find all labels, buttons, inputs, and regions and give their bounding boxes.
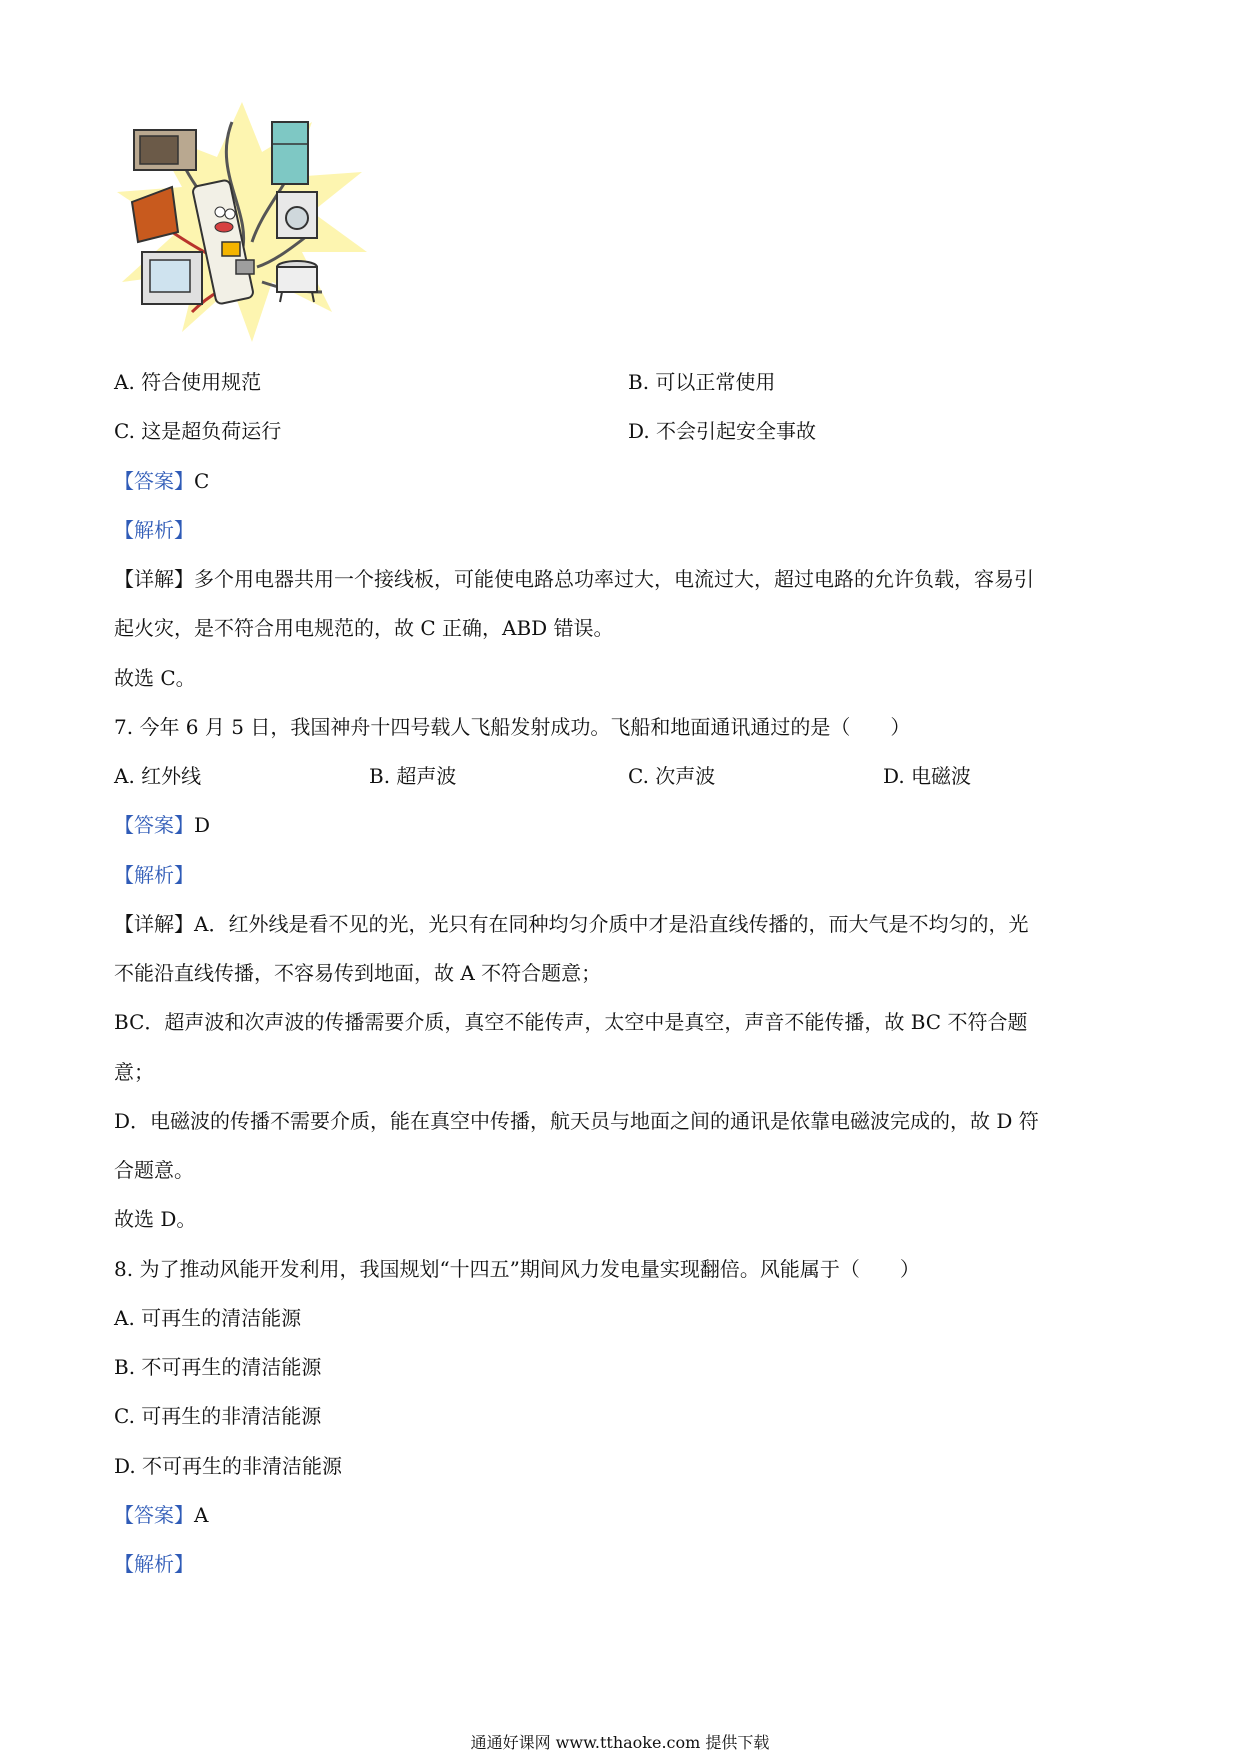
q6-detail-line-2: 起火灾，是不符合用电规范的，故 C 正确，ABD 错误。: [114, 616, 614, 640]
q6-option-d: D. 不会引起安全事故: [628, 419, 817, 443]
q7-detail-line-6: 合题意。: [114, 1158, 194, 1182]
q7-analysis-heading: [114, 863, 194, 887]
q7-detail-line-2: 不能沿直线传播，不容易传到地面，故 A 不符合题意；: [114, 961, 602, 985]
page-footer: 通通好课网 www.tthaoke.com 提供下载: [470, 1733, 770, 1752]
q6-detail-line-1: [114, 567, 1034, 591]
detail-text: A．红外线是看不见的光，光只有在同种均匀介质中才是沿直线传播的，而大气是不均匀的，光: [194, 912, 1029, 936]
answer-value: C: [194, 469, 210, 493]
analysis-tag: 【解析】: [114, 1552, 194, 1576]
q8-analysis-heading: [114, 1552, 194, 1576]
answer-tag: 【答案】: [114, 1503, 194, 1527]
q7-option-a: A. 红外线: [114, 764, 202, 788]
q7-stem: 7. 今年 6 月 5 日，我国神舟十四号载人飞船发射成功。飞船和地面通讯通过的是（ ）: [114, 715, 911, 739]
q8-answer: [114, 1503, 208, 1527]
q8-option-b: B. 不可再生的清洁能源: [114, 1355, 322, 1379]
q8-option-d: D. 不可再生的非清洁能源: [114, 1454, 343, 1478]
q6-option-b: B. 可以正常使用: [628, 370, 776, 394]
q6-answer: [114, 469, 209, 493]
q8-stem: 8. 为了推动风能开发利用，我国规划“十四五”期间风力发电量实现翻倍。风能属于（ ）: [114, 1257, 920, 1281]
q6-conclusion: 故选 C。: [114, 666, 196, 690]
analysis-tag: 【解析】: [114, 863, 194, 887]
q6-analysis-heading: [114, 518, 194, 542]
q8-option-c: C. 可再生的非清洁能源: [114, 1404, 322, 1428]
q8-option-a: A. 可再生的清洁能源: [114, 1306, 302, 1330]
q7-answer: [114, 813, 210, 837]
q7-conclusion: 故选 D。: [114, 1207, 197, 1231]
q7-option-d: D. 电磁波: [883, 764, 972, 788]
detail-tag: 【详解】: [114, 912, 194, 936]
q7-option-b: B. 超声波: [369, 764, 457, 788]
q6-option-c: C. 这是超负荷运行: [114, 419, 282, 443]
analysis-tag: 【解析】: [114, 518, 194, 542]
q7-detail-line-3: BC．超声波和次声波的传播需要介质，真空不能传声，太空中是真空，声音不能传播，故 BC 不符合题: [114, 1010, 1028, 1034]
detail-text: 多个用电器共用一个接线板，可能使电路总功率过大，电流过大，超过电路的允许负载，容易引: [194, 567, 1034, 591]
answer-value: A: [194, 1503, 209, 1527]
answer-tag: 【答案】: [114, 813, 194, 837]
overloaded-power-strip-illustration: [112, 92, 372, 350]
q7-option-c: C. 次声波: [628, 764, 716, 788]
detail-tag: 【详解】: [114, 567, 194, 591]
q7-detail-line-5: D．电磁波的传播不需要介质，能在真空中传播，航天员与地面之间的通讯是依靠电磁波完成的，故 D 符: [114, 1109, 1039, 1133]
q7-detail-line-1: [114, 912, 1028, 936]
answer-value: D: [194, 813, 211, 837]
q6-option-a: A. 符合使用规范: [114, 370, 262, 394]
answer-tag: 【答案】: [114, 469, 194, 493]
q7-detail-line-4: 意；: [114, 1060, 154, 1084]
